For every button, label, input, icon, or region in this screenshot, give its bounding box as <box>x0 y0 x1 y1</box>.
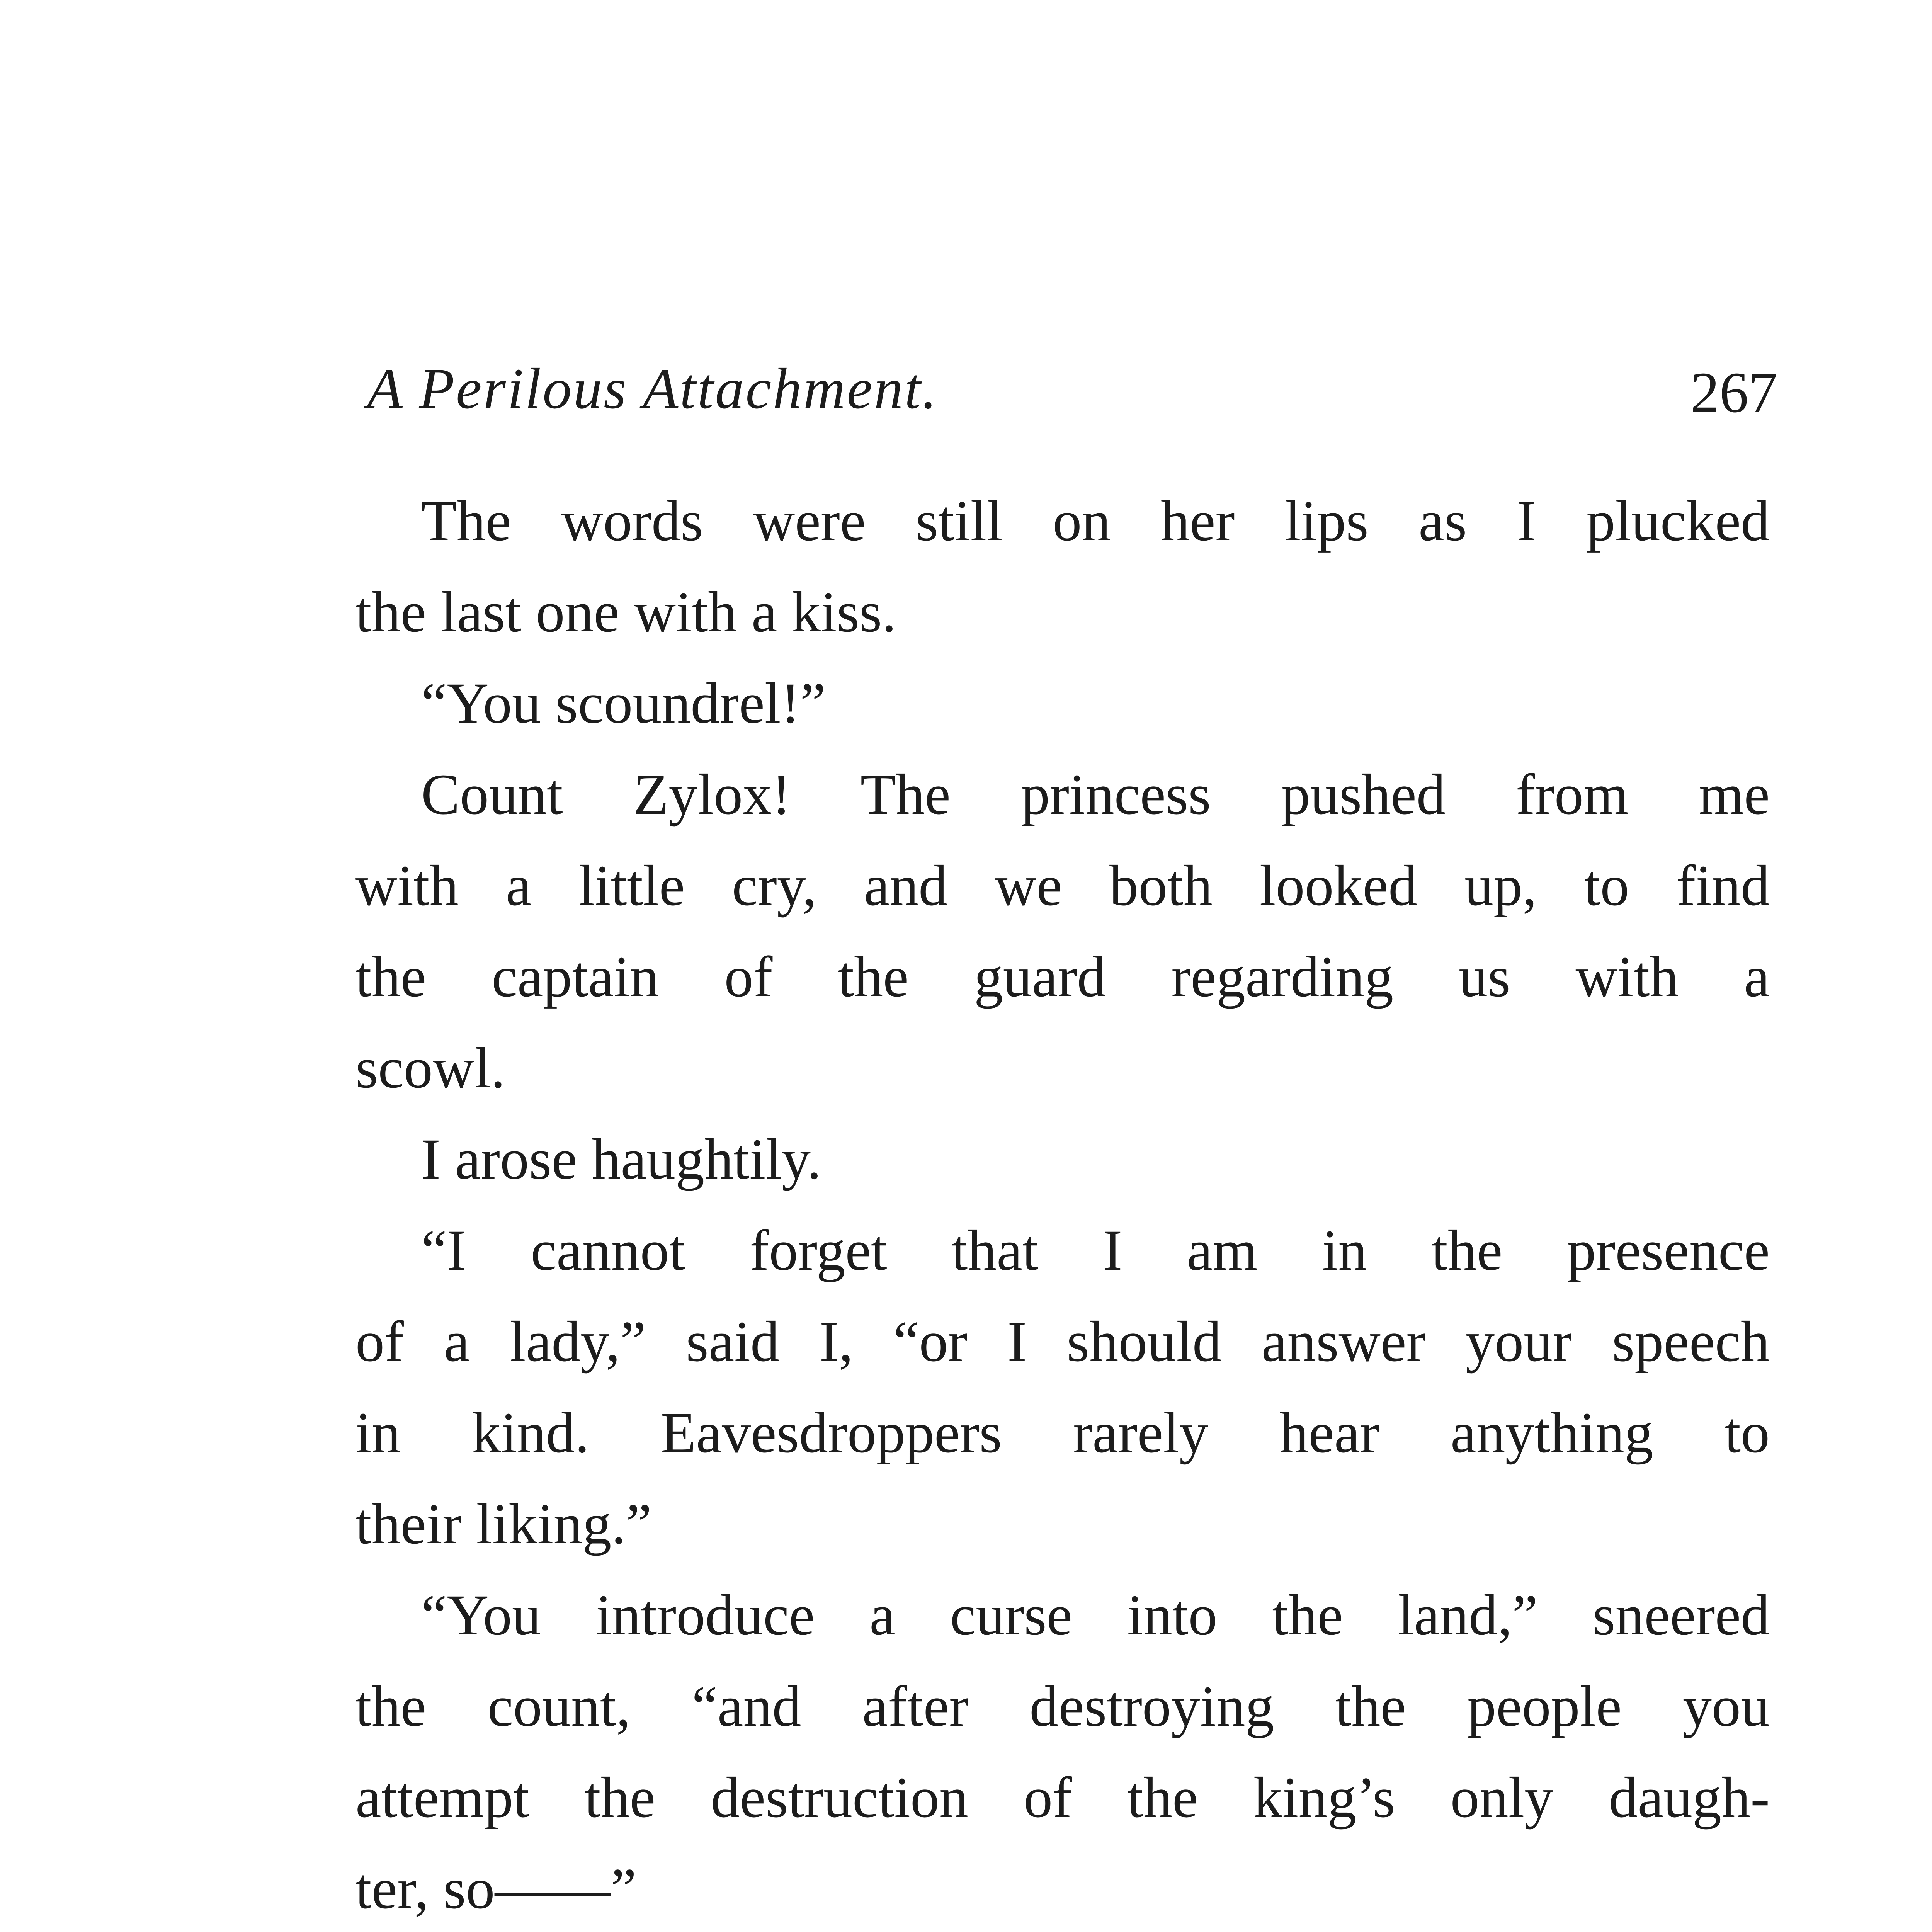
text-line: I arose haughtily. <box>421 1127 821 1191</box>
text-line: Count Zylox! The princess pushed from me <box>421 762 1770 827</box>
text-line: the last one with a kiss. <box>355 580 896 644</box>
text-line: in kind. Eavesdroppers rarely hear anything to <box>355 1401 1770 1465</box>
text-line: the count, “and after destroying the people you <box>355 1674 1770 1738</box>
text-line: “You scoundrel!” <box>421 671 826 735</box>
page-number: 267 <box>1690 361 1777 425</box>
text-line: The words were still on her lips as I plucked <box>421 489 1770 553</box>
body-text <box>355 475 1770 1932</box>
running-title: A Perilous Attachment. <box>367 357 939 421</box>
text-line: ter, so——” <box>355 1857 637 1921</box>
page-header <box>367 348 1777 448</box>
text-line: with a little cry, and we both looked up, to find <box>355 854 1770 918</box>
text-line: attempt the destruction of the king’s only daugh- <box>355 1765 1770 1830</box>
text-line: “I cannot forget that I am in the presence <box>421 1218 1770 1282</box>
text-line: “You introduce a curse into the land,” sneered <box>421 1583 1770 1647</box>
text-line: the captain of the guard regarding us with a <box>355 945 1770 1009</box>
text-line: their liking.” <box>355 1492 652 1556</box>
text-line: scowl. <box>355 1036 505 1100</box>
text-line: of a lady,” said I, “or I should answer your speech <box>355 1310 1770 1374</box>
